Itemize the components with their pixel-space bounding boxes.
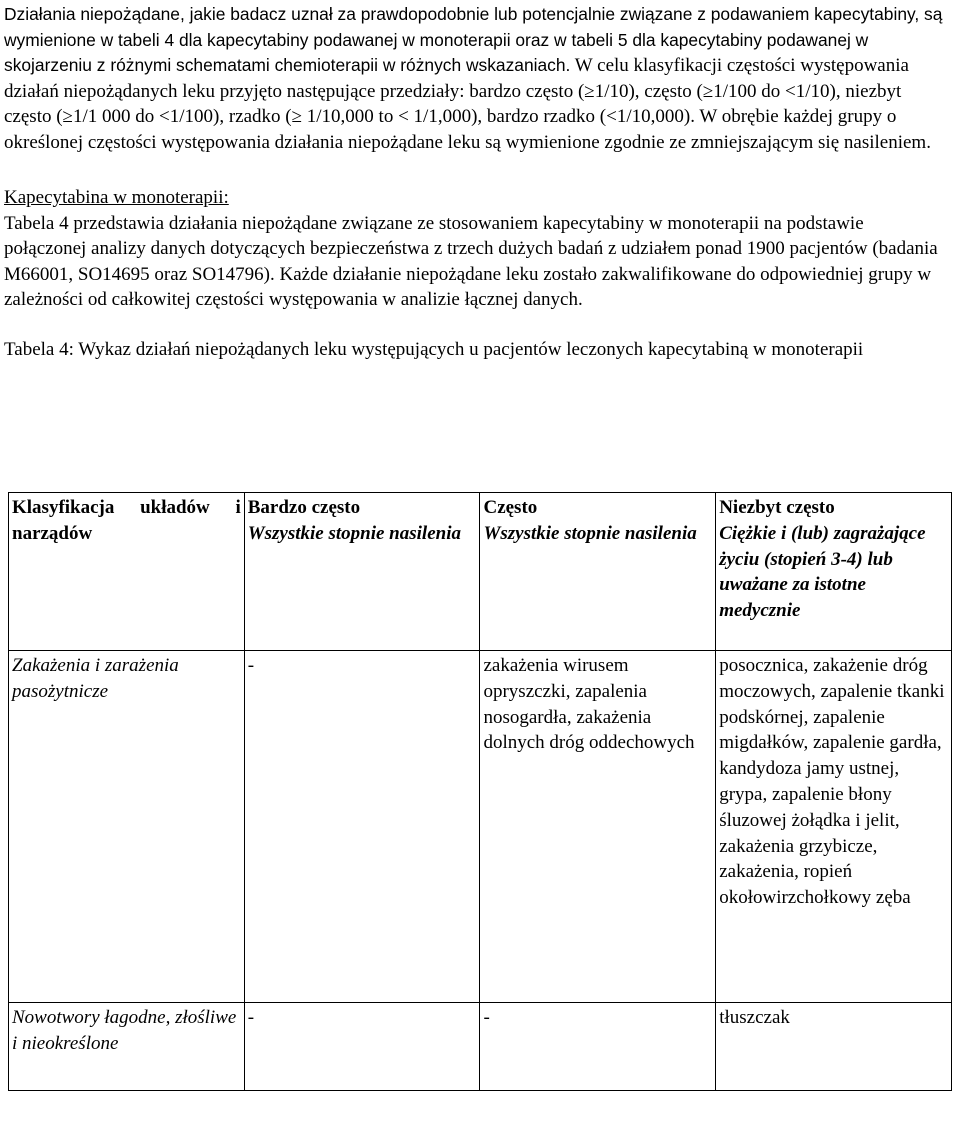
header-common	[480, 493, 716, 651]
row-organ-neoplasms: Nowotwory łagodne, złośliwe i nieokreślone	[9, 1003, 245, 1091]
intro-text-3: W obrębie każdej grupy o określonej częstości występowania działania niepożądane leku są wymienione zgodnie ze zmniejszającym się nasileniem.	[4, 106, 931, 153]
document-page	[4, 2, 948, 400]
header-common-sub: Wszystkie stopnie nasilenia	[483, 522, 697, 544]
table-caption: Tabela 4: Wykaz działań niepożądanych leku występujących u pacjentów leczonych kapecytabiną w monoterapii	[4, 338, 864, 360]
header-organ-class	[9, 493, 245, 651]
section-body: Tabela 4 przedstawia działania niepożądane związane ze stosowaniem kapecytabiny w monoterapii na podstawie połączonej analizy danych dotyczących bezpieczeństwa z trzech dużych badań z udziałem ponad 1900 pacjentów (badania M66001, SO14695 oraz SO14796). Każde działanie niepożądane leku zostało zakwalifikowane do odpowiedniej grupy w zależności od całkowitej częstości występowania w analizie łącznej danych.	[4, 212, 938, 310]
header-very-common-sub: Wszystkie stopnie nasilenia	[247, 522, 461, 544]
header-organ-class-title: Klasyfikacja układów i narządów	[12, 497, 241, 544]
section-heading: Kapecytabina w monoterapii:	[4, 187, 229, 208]
table-row	[9, 1003, 952, 1091]
row-organ-infections: Zakażenia i zarażenia pasożytnicze	[9, 651, 245, 1003]
header-uncommon-title: Niezbyt często	[719, 497, 835, 518]
row-infections-common: zakażenia wirusem opryszczki, zapalenia nosogardła, zakażenia dolnych dróg oddechowych	[480, 651, 716, 1003]
header-common-title: Często	[483, 497, 538, 518]
table-header-row	[9, 493, 952, 651]
table-row	[9, 651, 952, 1003]
header-very-common-title: Bardzo często	[247, 497, 361, 518]
row-neoplasms-very-common: -	[244, 1003, 480, 1091]
intro-paragraph	[4, 2, 948, 155]
row-neoplasms-common: -	[480, 1003, 716, 1091]
row-infections-very-common: -	[244, 651, 480, 1003]
header-uncommon-sub: Ciężkie i (lub) zagrażające życiu (stopień 3-4) lub uważane za istotne medycznie	[719, 522, 926, 622]
row-infections-uncommon: posocznica, zakażenie dróg moczowych, zapalenie tkanki podskórnej, zapalenie migdałków, zapalenie gardła, kandydoza jamy ustnej, grypa, zapalenie błony śluzowej żołądka i jelit, zakażenia grzybicze, zakażenia, ropień okołowirzchołkowy zęba	[716, 651, 952, 1003]
intro-text-1: Działania niepożądane, jakie badacz uznał za prawdopodobnie lub potencjalnie związane z podawaniem kapecytabiny, są wymienione w tabeli 4 dla kapecytabiny podawanej w monoterapii oraz w tabeli 5 dla kapecytabiny podawanej w skojarzeniu z różnymi schematami chemioterapii w różnych wskazaniach.	[4, 4, 943, 75]
intro-text-2: W celu klasyfikacji częstości występowania działań niepożądanych leku przyjęto następujące przedziały: bardzo często (≥1/10), często (≥1/100 do <1/10), niezbyt często (≥1/1 000 do <1/100), rzadko (≥ 1/10,000 to < 1/1,000), bardzo rzadko (<1/10,000).	[4, 55, 909, 127]
adverse-reactions-table	[8, 492, 952, 1091]
header-very-common	[244, 493, 480, 651]
header-uncommon	[716, 493, 952, 651]
row-neoplasms-uncommon: tłuszczak	[716, 1003, 952, 1091]
